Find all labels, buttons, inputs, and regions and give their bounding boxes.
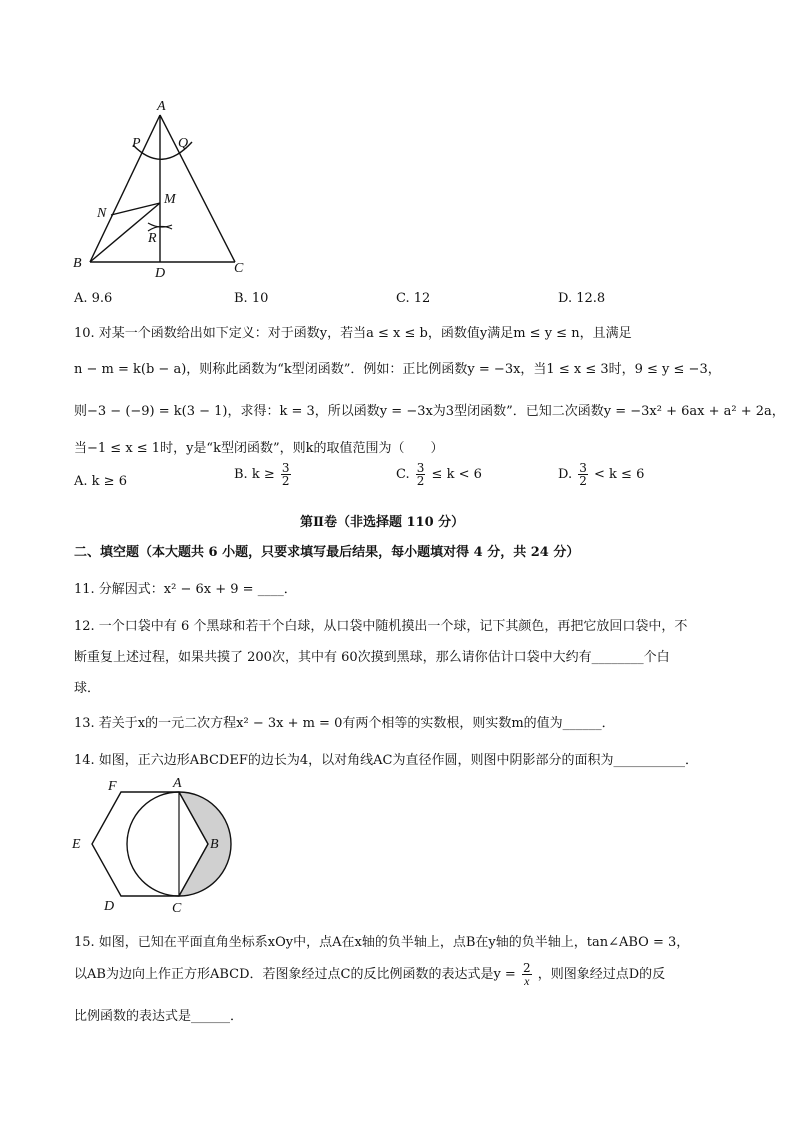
label-E: E <box>72 837 81 852</box>
label-D: D <box>155 266 166 281</box>
section-heading: 二、填空题（本大题共 6 小题，只要求填写最后结果，每小题填对得 4 分，共 24 分） <box>74 545 580 560</box>
q10-line1: 10. 对某一个函数给出如下定义：对于函数y，若当a ≤ x ≤ b，函数值y满足m ≤ y ≤ n，且满足 <box>74 326 632 341</box>
label-B: B <box>210 837 219 852</box>
q12-line2: 断重复上述过程，如果共摸了 200次，其中有 60次摸到黑球，那么请你估计口袋中大约有________个白 <box>74 650 670 665</box>
fraction: $\frac{3}{2}$ <box>579 461 587 488</box>
fraction: $\frac{3}{2}$ <box>416 461 425 488</box>
q10-option-d: D. $\frac{3}{2}$ < k ≤ 6 <box>558 461 645 488</box>
label-M: M <box>164 192 176 207</box>
q10-option-c: C. $\frac{3}{2}$ ≤ k < 6 <box>396 461 482 488</box>
q9-option-b: B. 10 <box>234 291 269 306</box>
q9-option-d: D. 12.8 <box>558 291 606 306</box>
q14-text: 14. 如图，正六边形ABCDEF的边长为4，以对角线AC为直径作圆，则图中阴影部分的面积为___________． <box>74 753 698 768</box>
label-A: A <box>157 99 166 114</box>
fraction: $\frac{3}{2}$ <box>281 461 290 488</box>
q14-hexagon-figure <box>62 772 252 922</box>
q10-option-b-prefix: B. k ≥ <box>234 467 275 482</box>
q10-line4: 当−1 ≤ x ≤ 1时，y是“k型闭函数”，则k的取值范围为（ ） <box>74 441 444 456</box>
q10-line2: n − m = k(b − a)，则称此函数为“k型闭函数”．例如：正比例函数y = −3x，当1 ≤ x ≤ 3时，9 ≤ y ≤ −3， <box>74 362 721 377</box>
q9-option-a: A. 9.6 <box>74 291 113 306</box>
section-title: 第Ⅱ卷（非选择题 110 分） <box>300 515 465 530</box>
label-N: N <box>97 206 107 221</box>
q9-triangle-figure <box>60 95 270 285</box>
q12-line3: 球． <box>74 681 101 696</box>
label-R: R <box>148 231 157 246</box>
label-F: F <box>108 779 117 794</box>
q15-line1: 15. 如图，已知在平面直角坐标系xOy中，点A在x轴的负半轴上，点B在y轴的负半轴上，tan∠ABO = 3， <box>74 935 690 950</box>
q13-text: 13. 若关于x的一元二次方程x² − 3x + m = 0有两个相等的实数根，则实数m的值为______． <box>74 716 615 731</box>
q10-option-b <box>234 462 293 487</box>
label-C: C <box>172 901 182 916</box>
q10-line3: 则−3 − (−9) = k(3 − 1)，求得：k = 3，所以函数y = −3x为3型闭函数”．已知二次函数y = −3x² + 6ax + a² + 2a， <box>74 404 785 419</box>
q15-line3: 比例函数的表达式是______． <box>74 1009 244 1024</box>
q10-option-a: A. k ≥ 6 <box>74 474 127 489</box>
label-Q: Q <box>178 136 189 151</box>
q15-line2: 以AB为边向上作正方形ABCD．若图象经过点C的反比例函数的表达式是y = $\frac{2}{x}$ ，则图象经过点D的反 <box>74 961 666 988</box>
q9-option-c: C. 12 <box>396 291 431 306</box>
fraction-2-over-x: $\frac{2}{x}$ <box>522 961 531 988</box>
q11-text: 11. 分解因式：x² − 6x + 9 = ____． <box>74 582 297 597</box>
label-P: P <box>132 136 141 151</box>
label-B: B <box>73 256 82 271</box>
q12-line1: 12. 一个口袋中有 6 个黑球和若干个白球，从口袋中随机摸出一个球，记下其颜色，再把它放回口袋中，不 <box>74 619 688 634</box>
label-D: D <box>104 899 115 914</box>
label-A: A <box>173 776 182 791</box>
label-C: C <box>234 261 244 276</box>
